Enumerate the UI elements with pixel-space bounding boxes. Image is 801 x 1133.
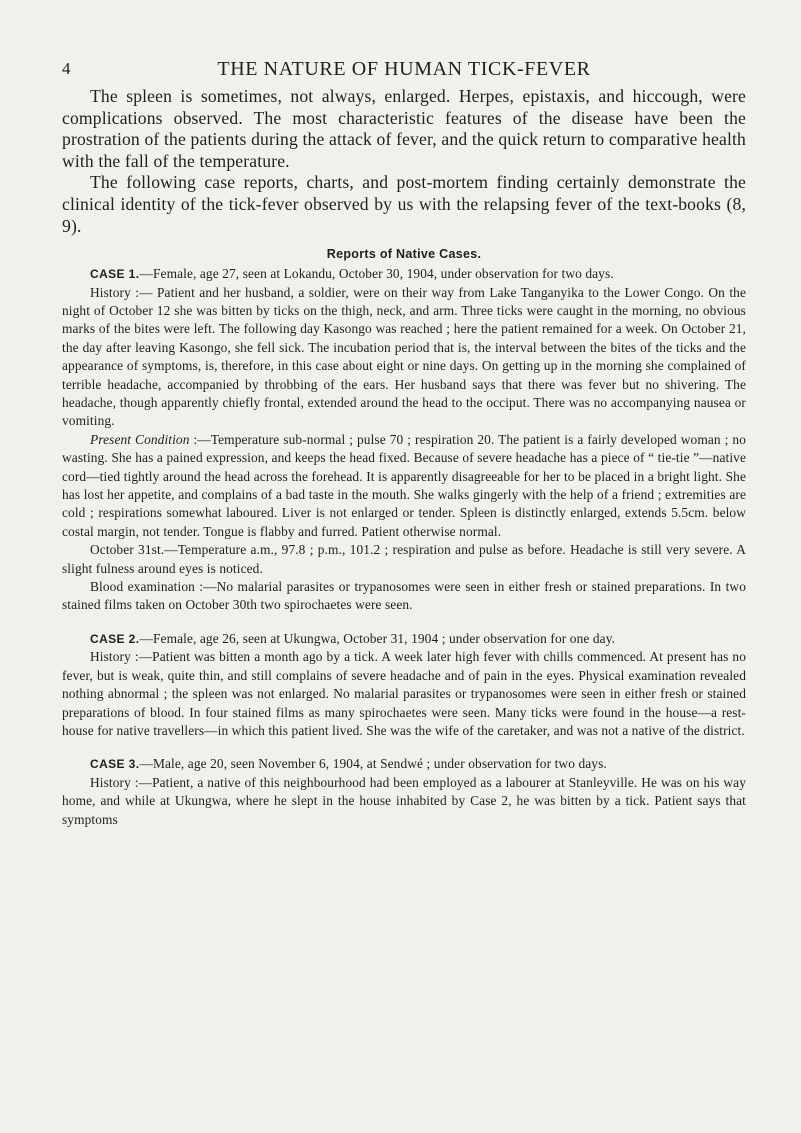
present-condition-label: Present Condition [90, 431, 190, 447]
case-summary: —Male, age 20, seen November 6, 1904, at Sendwé ; under observation for two days. [139, 756, 607, 772]
case-label: CASE 3. [90, 757, 140, 772]
book-page [62, 52, 746, 844]
page-header [62, 52, 746, 86]
case-label: CASE 2. [90, 631, 140, 646]
section-heading: Reports of Native Cases. [326, 247, 482, 262]
case-history: History :—Patient was bitten a month ago by a tick. A week later high fever with chills commenced. At present has no fever, but is weak, quite thin, and still complains of severe headache and of pain in the eyes. Physical examination revealed nothing abnormal ; the spleen was not enlarged. No malarial parasites or trypanosomes were seen in either fresh or stained preparations of blood. In four stained films as many spirochaetes were seen. Many ticks were found in the house—a rest-house for native travellers—in which this patient lived. She was the wife of the caretaker, and was not a native of the district. [62, 649, 746, 738]
case-summary: —Female, age 27, seen at Lokandu, October 30, 1904, under observation for two days. [139, 266, 614, 282]
case-report-2 [62, 630, 746, 740]
case-lead [62, 755, 746, 773]
case-label: CASE 1. [90, 267, 140, 282]
intro-paragraph: The following case reports, charts, and post-mortem finding certainly demonstrate the clinical identity of the tick-fever observed by us with the relapsing fever of the text-books (8, 9). [62, 172, 746, 236]
intro-paragraph: The spleen is sometimes, not always, enlarged. Herpes, epistaxis, and hiccough, were complications observed. The most characteristic features of the disease have been the prostration of the patients during the attack of fever, and the quick return to comparative health with the fall of the temperature. [62, 86, 746, 171]
case-present-condition [62, 431, 746, 541]
case-followup: October 31st.—Temperature a.m., 97.8 ; p.m., 101.2 ; respiration and pulse as before. Headache is still very severe. A slight fulness around eyes is noticed. [62, 542, 746, 576]
page-number: 4 [62, 59, 72, 78]
case-summary: —Female, age 26, seen at Ukungwa, October 31, 1904 ; under observation for one day. [139, 630, 616, 646]
case-followup: Blood examination :—No malarial parasites or trypanosomes were seen in either fresh or stained preparations. In two stained films taken on October 30th two spirochaetes were seen. [62, 579, 746, 613]
case-lead [62, 265, 746, 283]
present-condition-text: :—Temperature sub-normal ; pulse 70 ; respiration 20. The patient is a fairly developed woman ; no wasting. She has a pained expression, and keeps the head fixed. Because of severe headache has a piece of “ tie-tie ”—native cord—tied tightly around the head across the forehead. It is apparently disagreeable for her to be placed in a bright light. She has lost her appetite, and complains of a bad taste in the mouth. She walks gingerly with the help of a friend ; extremities are cold ; respirations somewhat laboured. Liver is not enlarged or tender. Spleen is distinctly enlarged, extends 5.5cm. below costal margin, not tender. Tongue is flabby and furred. Patient otherwise normal. [62, 431, 746, 539]
running-title: THE NATURE OF HUMAN TICK-FEVER [217, 58, 591, 80]
case-report-3 [62, 755, 746, 829]
case-history: History :— Patient and her husband, a soldier, were on their way from Lake Tanganyika to the Lower Congo. On the night of October 12 she was bitten by ticks on the thigh, neck, and arm. Three ticks were caught in the morning, no obvious marks of the bites were left. The following day Kasongo was reached ; here the patient remained for a week. On October 21, the day after leaving Kasongo, she fell sick. The incubation period that is, the interval between the bites of the ticks and the appearance of symptoms, is, therefore, in this case about eight or nine days. On getting up in the morning she complained of terrible headache, accompanied by throbbing of the ears. Her husband says that there was fever but no shivering. The headache, though apparently chiefly frontal, extended around the head to the occiput. There was no accompanying nausea or vomiting. [62, 284, 746, 429]
case-history: History :—Patient, a native of this neighbourhood had been employed as a labourer at Stanleyville. He was on his way home, and while at Ukungwa, where he slept in the house inhabited by Case 2, he was bitten by a tick. Patient says that symptoms [62, 774, 746, 827]
case-lead [62, 630, 746, 648]
case-report-1 [62, 265, 746, 615]
intro-text [62, 86, 746, 237]
